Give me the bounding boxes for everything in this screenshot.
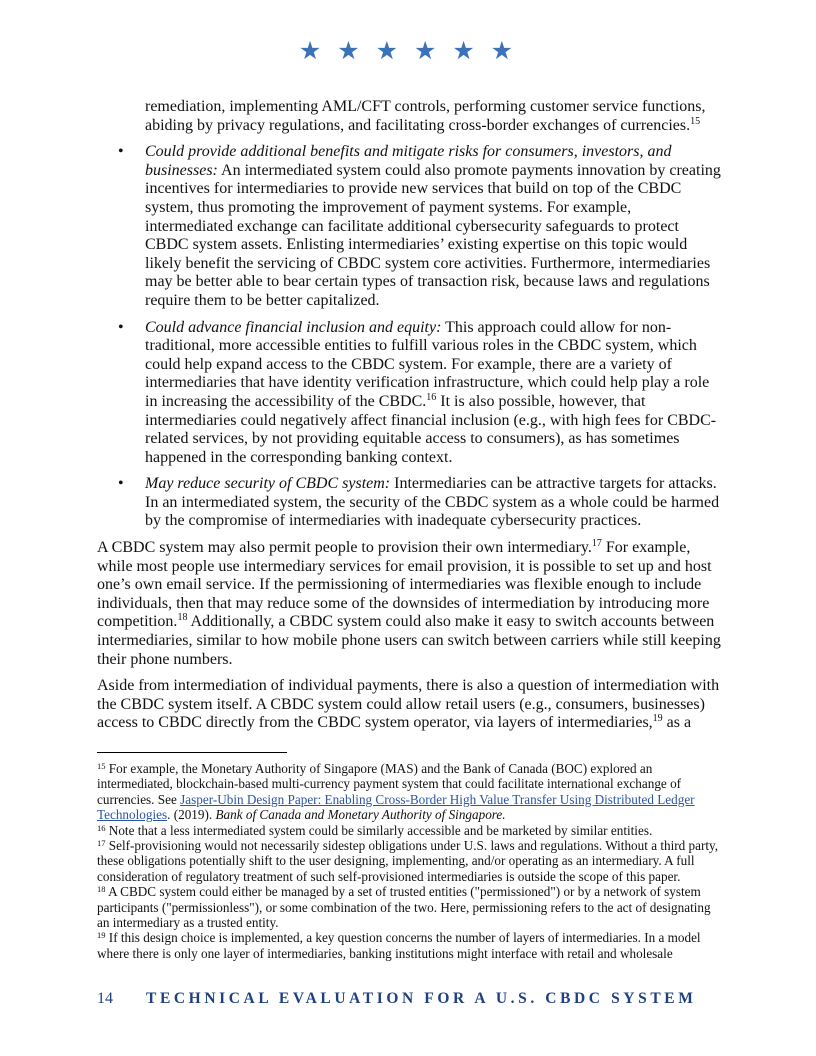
document-title: TECHNICAL EVALUATION FOR A U.S. CBDC SYSTEM xyxy=(146,990,697,1007)
page-footer xyxy=(97,990,697,1008)
page-number: 14 xyxy=(97,990,113,1007)
text: remediation, implementing AML/CFT controls, performing customer service functions, abiding by privacy regulations, and facilitating cross-border exchanges of currencies. xyxy=(145,98,706,134)
bullet-item xyxy=(97,143,722,310)
paragraph xyxy=(97,539,722,669)
footnote-number: 18 xyxy=(97,884,106,895)
paragraph xyxy=(97,677,722,733)
header-stars: ★ ★ ★ ★ ★ ★ xyxy=(298,36,518,65)
text: . (2019). xyxy=(167,807,216,823)
text: Self-provisioning would not necessarily sidestep obligations under U.S. laws and regulations. Without a third party, these obligations potentially shift to the user designing, implementing, and/or operating as an intermediary. A full consideration of regulatory treatment of such self-provisioned intermediaries is outside the scope of this paper. xyxy=(97,838,719,884)
footnote-ref[interactable]: 17 xyxy=(591,538,602,550)
footnote-17 xyxy=(97,838,723,884)
text: Note that a less intermediated system could be similarly accessible and be marketed by similar entities. xyxy=(105,822,653,838)
bullet-icon: • xyxy=(118,475,124,493)
text: as a xyxy=(662,714,692,732)
text: Bank of Canada and Monetary Authority of Singapore. xyxy=(215,807,506,823)
bullet-title: Could provide additional benefits and mitigate risks for consumers, investors, and businesses: xyxy=(145,143,672,179)
footnote-ref[interactable]: 19 xyxy=(652,713,663,725)
bullet-text: This approach could allow for non-traditional, more accessible entities to fulfill various roles in the CBDC system, which could help expand access to the CBDC system. For example, there are a variety of intermediaries that have identity verification infrastructure, which could help play a role in increasing the accessibility of the CBDC. xyxy=(145,318,710,410)
footnote-19 xyxy=(97,930,723,961)
footnote-ref[interactable]: 15 xyxy=(690,115,701,127)
footnote-number: 19 xyxy=(97,930,106,941)
footnote-16 xyxy=(97,823,723,838)
bullet-text: An intermediated system could also promote payments innovation by creating incentives for intermediaries to provide new services that build on top of the CBDC system, thus promoting the improvement of payment systems. For example, intermediated exchange can facilitate additional cybersecurity safeguards to protect CBDC system assets. Enlisting intermediaries’ existing expertise on this topic would likely benefit the servicing of CBDC system core activities. Furthermore, intermediaries may be better able to bear certain types of transaction risk, because laws and regulations require them to be better capitalized. xyxy=(145,161,721,309)
footnote-divider xyxy=(97,752,287,753)
body-text xyxy=(97,98,722,741)
text: Aside from intermediation of individual payments, there is also a question of intermediation with the CBDC system itself. A CBDC system could allow retail users (e.g., consumers, businesses) access to CBDC directly from the CBDC system operator, via layers of intermediaries, xyxy=(97,677,720,732)
footnote-number: 17 xyxy=(97,838,106,849)
text: If this design choice is implemented, a key question concerns the number of layers of intermediaries. In a model where there is only one layer of intermediaries, banking institutions might interface with retail and wholesale xyxy=(97,930,701,961)
text: A CBDC system could either be managed by a set of trusted entities ("permissioned") or by a network of system participants ("permissionless"), or some combination of the two. Here, permissioning refers to the act of designating an intermediary as a trusted entity. xyxy=(97,884,711,931)
bullet-icon: • xyxy=(118,318,124,336)
continuation-paragraph xyxy=(97,98,722,135)
footnote-link[interactable]: Jasper-Ubin Design Paper: Enabling Cross-Border High Value Transfer Using Distributed Ledger Technologies xyxy=(97,791,695,823)
bullet-icon: • xyxy=(118,143,124,161)
bullet-text: It is also possible, however, that intermediaries could negatively affect financial inclusion (e.g., with high fees for CBDC-related services, by not providing equitable access to consumers), as has sometimes happened in the corresponding banking context. xyxy=(145,392,717,466)
text: For example, the Monetary Authority of Singapore (MAS) and the Bank of Canada (BOC) explored an intermediated, blockchain-based multi-currency payment system that could facilitate international exchange of currencies. See xyxy=(97,761,682,807)
footnote-ref[interactable]: 16 xyxy=(426,391,437,403)
bullet-title: Could advance financial inclusion and equity: xyxy=(145,318,442,336)
bullet-text: Intermediaries can be attractive targets for attacks. In an intermediated system, the security of the CBDC system as a whole could be harmed by the compromise of intermediaries with inadequate cybersecurity practices. xyxy=(145,475,720,530)
footnote-number: 15 xyxy=(97,761,106,771)
text: For example, while most people use intermediary services for email provision, it is possible to set up and host one’s own email service. If the permissioning of intermediaries was flexible enough to include individuals, then that may reduce some of the downsides of intermediation by introducing more competition. xyxy=(97,539,712,631)
footnotes xyxy=(97,761,723,961)
text: A CBDC system may also permit people to provision their own intermediary. xyxy=(97,539,592,557)
footnote-number: 16 xyxy=(97,822,106,833)
bullet-item xyxy=(97,319,722,468)
bullet-list xyxy=(97,143,722,531)
bullet-title: May reduce security of CBDC system: xyxy=(145,475,391,493)
text: Additionally, a CBDC system could also make it easy to switch accounts between intermediaries, similar to how mobile phone users can switch between carriers while still keeping their phone numbers. xyxy=(97,613,721,668)
bullet-item xyxy=(97,475,722,531)
footnote-15 xyxy=(97,761,723,823)
footnote-ref[interactable]: 18 xyxy=(177,612,188,624)
footnote-18 xyxy=(97,884,723,930)
